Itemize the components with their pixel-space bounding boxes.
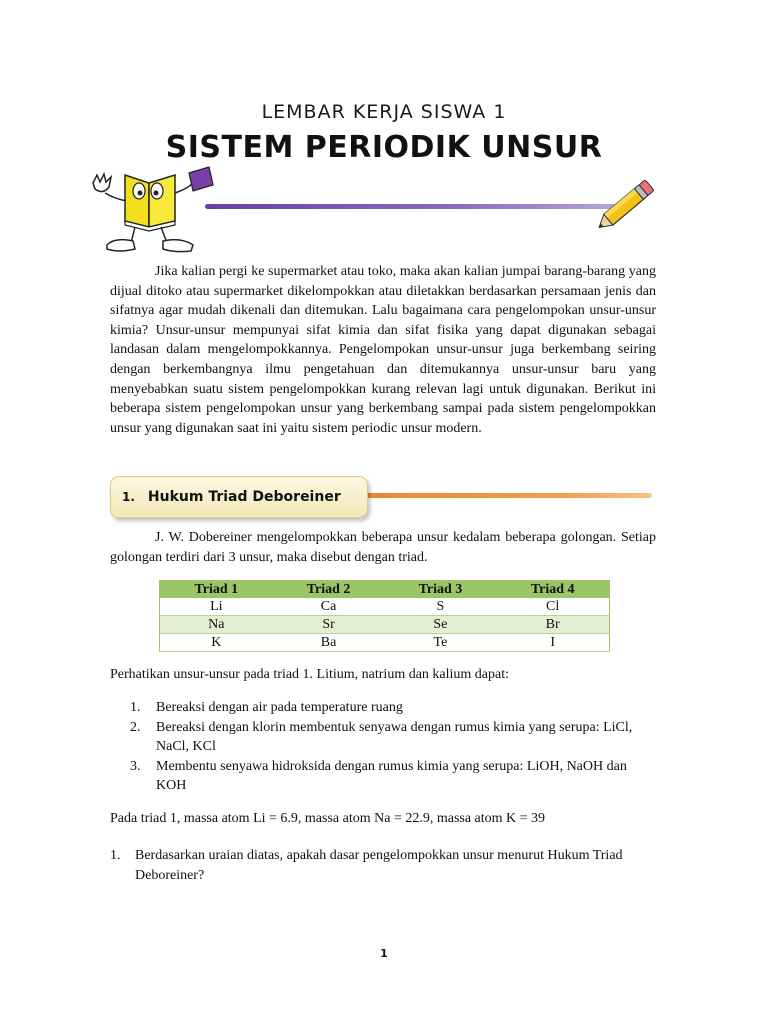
page-number: 1 [380, 947, 388, 960]
list-item-number: 3. [130, 758, 141, 774]
observation-text: Perhatikan unsur-unsur pada triad 1. Litium, natrium dan kalium dapat: [110, 667, 510, 682]
page-title: SISTEM PERIODIK UNSUR [165, 130, 603, 165]
question-number: 1. [110, 848, 121, 863]
question-item [110, 846, 656, 885]
table-cell: Se [384, 616, 496, 634]
worksheet-subtitle: LEMBAR KERJA SISWA 1 [261, 101, 507, 123]
table-cell: Ba [273, 634, 385, 652]
list-item [110, 757, 656, 796]
section-heading [110, 476, 368, 518]
list-item [110, 698, 656, 718]
pencil-icon [590, 175, 660, 239]
table-header-cell: Triad 2 [273, 581, 385, 599]
triad-table [159, 580, 610, 652]
properties-list [110, 698, 656, 796]
table-header-cell: Triad 1 [160, 581, 273, 599]
list-item [110, 718, 656, 757]
intro-text: Jika kalian pergi ke supermarket atau toko, maka akan kalian jumpai barang-barang yang dijual ditoko atau supermarket dikelompokkan atau diletakkan berdasarkan persamaan jenis dan sifatnya agar mudah dikenali dan ditemukan. Lalu bagaimana cara pengelompokan unsur-unsur kimia? Unsur-unsur mempunyai sifat kimia dan sifat fisika yang dapat digunakan sebagai landasan dalam mengelompokkannya. Pengelompokan unsur-unsur juga berkembang seiring dengan berkembangnya ilmu pengetahuan dan ditemukannya unsur-unsur baru yang menyebabkan suatu sistem pengelompokkan kurang relevan lagi untuk digunakan. Berikut ini beberapa sistem pengelompokan unsur yang berkembang sampai pada sistem pengelompokkan unsur yang digunakan saat ini yaitu sistem periodic unsur modern. [110, 264, 656, 436]
table-header-row [160, 581, 610, 599]
question-text: Berdasarkan uraian diatas, apakah dasar pengelompokkan unsur menurut Hukum Triad Deboreiner? [135, 848, 623, 883]
table-cell: Sr [273, 616, 385, 634]
table-row [160, 598, 610, 616]
table-cell: Br [496, 616, 609, 634]
table-row [160, 634, 610, 652]
list-item-text: Bereaksi dengan klorin membentuk senyawa dengan rumus kimia yang serupa: LiCl, NaCl, KCl [156, 719, 633, 755]
book-mascot-icon [85, 165, 225, 257]
table-cell: I [496, 634, 609, 652]
list-item-number: 1. [130, 700, 141, 715]
table-cell: S [384, 598, 496, 616]
section-divider [360, 493, 652, 498]
table-cell: Cl [496, 598, 609, 616]
list-item-text: Membentu senyawa hidroksida dengan rumus kimia yang serupa: LiOH, NaOH dan KOH [156, 758, 627, 794]
list-item-text: Bereaksi dengan air pada temperature ruang [156, 700, 403, 715]
section-number: 1. [122, 490, 135, 504]
table-cell: Ca [273, 598, 385, 616]
table-row [160, 616, 610, 634]
section-paragraph-text: J. W. Dobereiner mengelompokkan beberapa unsur kedalam beberapa golongan. Setiap golongan terdiri dari 3 unsur, maka disebut dengan triad. [110, 530, 656, 565]
table-header-cell: Triad 3 [384, 581, 496, 599]
table-header-cell: Triad 4 [496, 581, 609, 599]
table-cell: K [160, 634, 273, 652]
section-title: Hukum Triad Deboreiner [147, 489, 341, 505]
intro-paragraph [110, 262, 656, 438]
table-cell: Te [384, 634, 496, 652]
list-item-number: 2. [130, 719, 141, 735]
table-cell: Na [160, 616, 273, 634]
table-cell: Li [160, 598, 273, 616]
header-divider [205, 204, 625, 209]
section-paragraph [110, 528, 656, 567]
atomic-mass-text: Pada triad 1, massa atom Li = 6.9, massa atom Na = 22.9, massa atom K = 39 [110, 811, 546, 826]
